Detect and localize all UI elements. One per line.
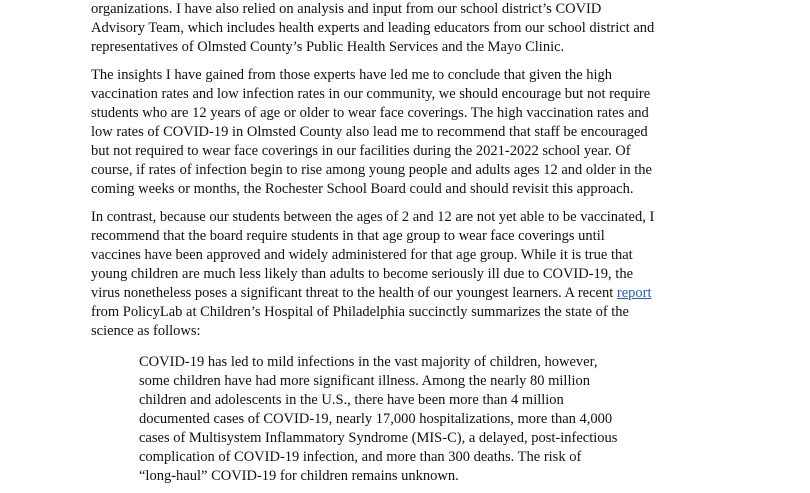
paragraph-spacer [91, 57, 721, 66]
paragraph-recommendation-12-plus [91, 66, 721, 199]
quote-line: “long-haul” COVID-19 for children remains unknown. [139, 468, 459, 484]
quote-line: complication of COVID-19 infection, and more than 300 deaths. The risk of [139, 449, 582, 465]
text-line-with-link [91, 284, 721, 303]
document-body [91, 0, 721, 486]
text-line: students who are 12 years of age or older to wear face coverings. The high vaccination rates and [91, 105, 649, 121]
text-line: but not required to wear face coverings in our facilities during the 2021-2022 school year. Of [91, 143, 631, 159]
text-line: organizations. I have also relied on analysis and input from our school district’s COVID [91, 1, 602, 17]
text-line: young children are much less likely than adults to become seriously ill due to COVID-19, the [91, 266, 634, 282]
text-line: from PolicyLab at Children’s Hospital of Philadelphia succinctly summarizes the state of the [91, 304, 629, 320]
text-line: science as follows: [91, 323, 201, 339]
text-line: course, if rates of infection begin to rise among young people and adults ages 12 and older in the [91, 162, 652, 178]
text-line: coming weeks or months, the Rochester School Board could and should revisit this approach. [91, 181, 634, 197]
text-line: vaccination rates and low infection rates in our community, we should encourage but not require [91, 86, 651, 102]
text-line: representatives of Olmsted County’s Public Health Services and the Mayo Clinic. [91, 39, 565, 55]
text-line: Advisory Team, which includes health experts and leading educators from our school district and [91, 20, 655, 36]
quote-line: COVID-19 has led to mild infections in the vast majority of children, however, [139, 354, 598, 370]
paragraph-recommendation-under-12 [91, 208, 721, 341]
report-link[interactable]: report [616, 285, 652, 301]
paragraph-advisory-team [91, 0, 721, 57]
paragraph-spacer [91, 199, 721, 208]
quote-line: documented cases of COVID-19, nearly 17,000 hospitalizations, more than 4,000 [139, 411, 613, 427]
text-line: In contrast, because our students between the ages of 2 and 12 are not yet able to be vaccinated, I [91, 209, 655, 225]
quote-line: cases of Multisystem Inflammatory Syndrome (MIS-C), a delayed, post-infectious [139, 430, 618, 446]
text-line: The insights I have gained from those experts have led me to conclude that given the high [91, 67, 613, 83]
text-line: low rates of COVID-19 in Olmsted County also lead me to recommend that staff be encouraged [91, 124, 648, 140]
text-line: vaccines have been approved and widely administered for that age group. While it is true that [91, 247, 633, 263]
text-line: recommend that the board require students in that age group to wear face coverings until [91, 228, 605, 244]
quote-line: some children have had more significant illness. Among the nearly 80 million [139, 373, 591, 389]
text-segment: virus nonetheless poses a significant threat to the health of our youngest learners. A recent [91, 285, 617, 301]
block-quote-policylab [139, 353, 721, 486]
quote-line: children and adolescents in the U.S., there have been more than 4 million [139, 392, 564, 408]
